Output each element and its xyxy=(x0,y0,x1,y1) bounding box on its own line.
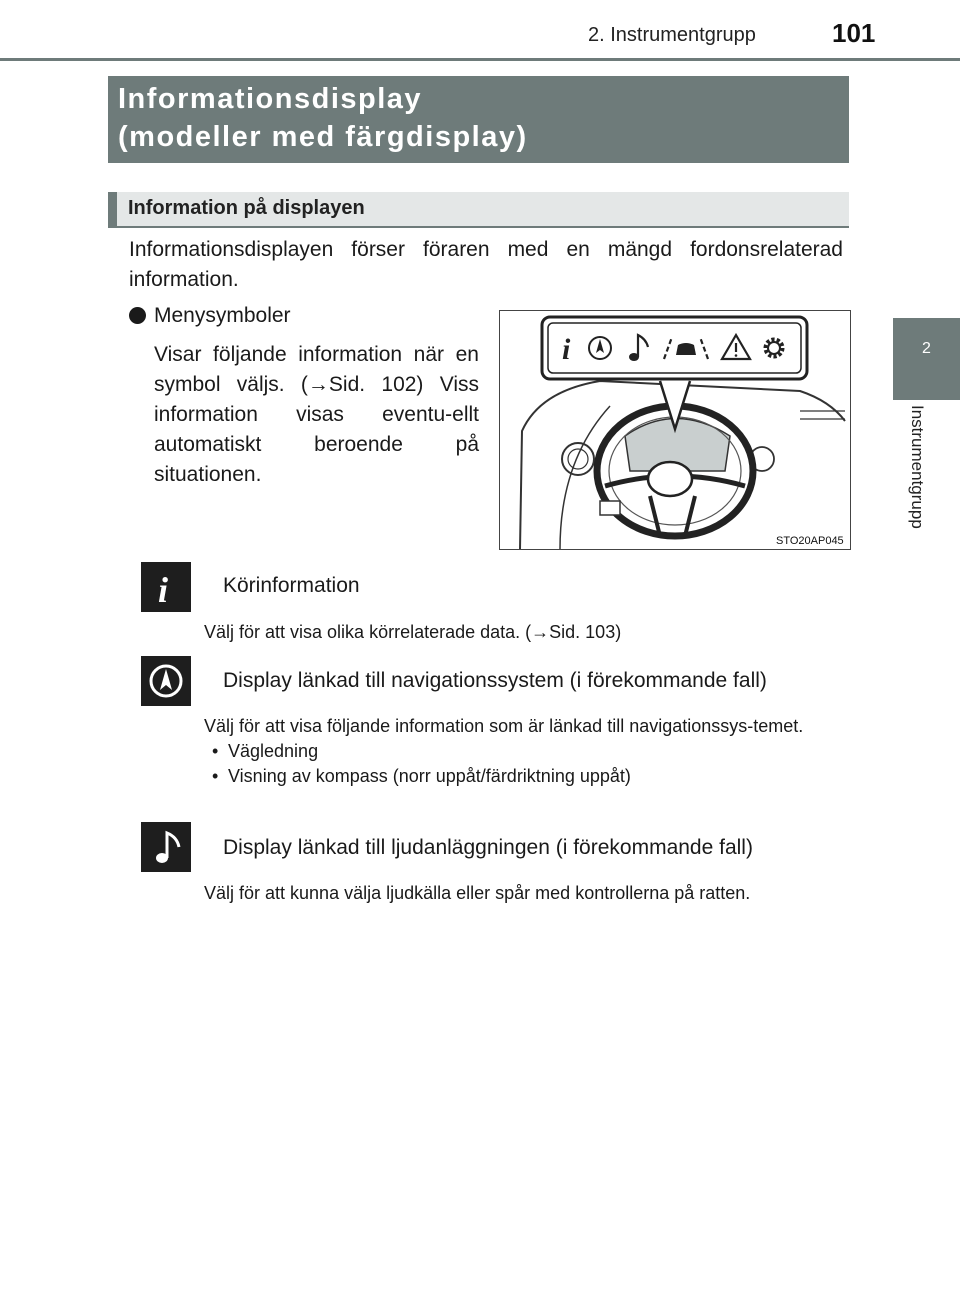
item-title-driving-info: Körinformation xyxy=(223,574,360,597)
item-desc-driving-info: Välj för att visa olika körrelaterade data. (→Sid. 103) xyxy=(204,622,622,642)
section-heading: Information på displayen xyxy=(128,197,365,219)
music-note-icon xyxy=(141,822,191,872)
chapter-tab-label: Instrumentgrupp xyxy=(908,405,927,529)
music-note-icon-box xyxy=(141,822,191,872)
dashboard-illustration xyxy=(499,310,851,550)
page-title-line2: (modeller med färgdisplay) xyxy=(118,121,528,153)
bullet-body: Visar följande information när en symbol väljs. (→Sid. 102) Viss information visas eventu-ellt automatiskt beroende på situationen. xyxy=(154,343,479,486)
compass-icon xyxy=(141,656,191,706)
item-desc-navigation xyxy=(204,714,844,789)
svg-text:i: i xyxy=(562,333,571,366)
page-title xyxy=(118,80,838,156)
page-title-line1: Informationsdisplay xyxy=(118,83,423,115)
item-title-audio: Display länkad till ljudanläggningen (i förekommande fall) xyxy=(223,836,753,859)
chapter-tab-number: 2 xyxy=(922,340,931,357)
intro-paragraph: Informationsdisplayen förser föraren med en mängd fordonsrelaterad information. xyxy=(129,238,843,291)
chapter-heading: 2. Instrumentgrupp xyxy=(588,24,756,46)
info-icon xyxy=(141,562,191,612)
list-item: • Visning av kompass (norr uppåt/färdriktning uppåt) xyxy=(204,764,844,789)
dashboard-drawing xyxy=(500,311,850,549)
page-number: 101 xyxy=(832,18,876,48)
bullet-title: Menysymboler xyxy=(154,304,291,327)
navigation-list xyxy=(204,739,844,789)
list-item: • Vägledning xyxy=(204,739,844,764)
bullet-marker xyxy=(129,307,146,324)
item-desc-audio: Välj för att kunna välja ljudkälla eller spår med kontrollerna på ratten. xyxy=(204,883,751,903)
item-title-navigation: Display länkad till navigationssystem (i förekommande fall) xyxy=(223,669,767,692)
figure-code: STO20AP045 xyxy=(776,535,844,547)
header-rule xyxy=(0,58,960,61)
section-heading-bar xyxy=(108,192,117,228)
item-desc-navigation-text: Välj för att visa följande information som är länkad till navigationssys-temet. xyxy=(204,716,804,736)
info-icon-box xyxy=(141,562,191,612)
compass-icon-box xyxy=(141,656,191,706)
info-icon xyxy=(562,333,571,366)
svg-text:i: i xyxy=(158,570,169,610)
chapter-tab xyxy=(893,318,960,400)
